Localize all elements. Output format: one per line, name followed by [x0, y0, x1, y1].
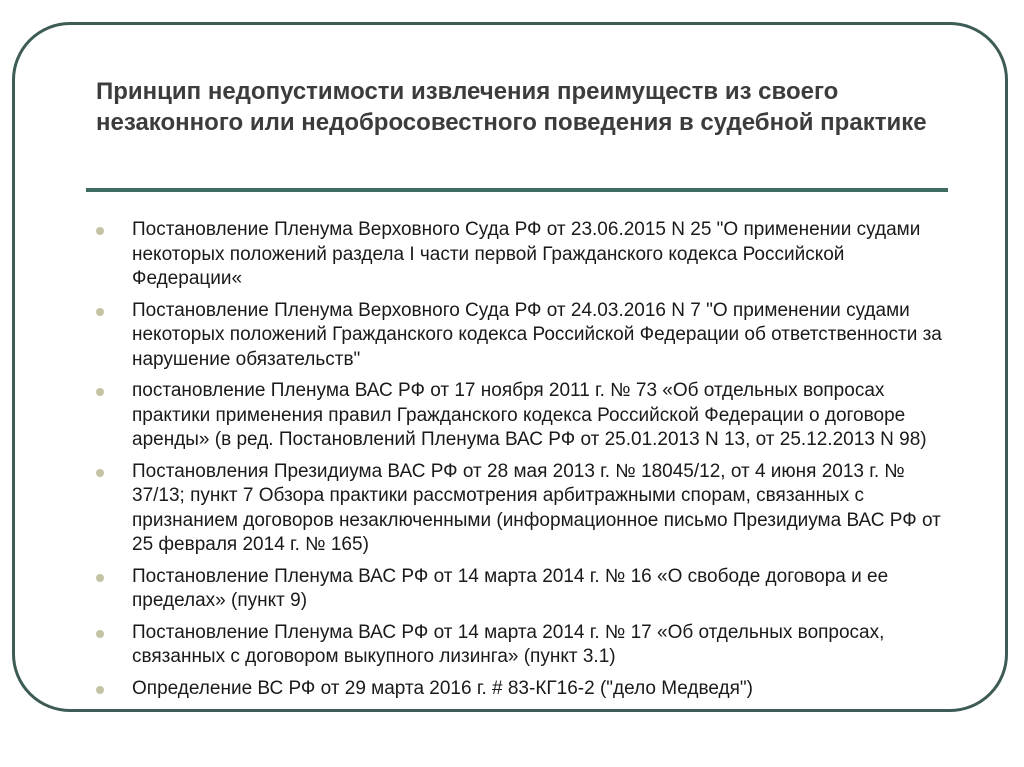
bullet-icon — [96, 469, 104, 477]
list-item — [96, 299, 956, 373]
list-item-text: Постановления Президиума ВАС РФ от 28 мая 2013 г. № 18045/12, от 4 июня 2013 г. № 37/13; пункт 7 Обзора практики рассмотрения арбитражными спорам, связанных с признанием договоров незаключенными (информационное письмо Президиума ВАС РФ от 25 февраля 2014 г. № 165) — [132, 460, 941, 555]
list-item-text: Определение ВС РФ от 29 марта 2016 г. # 83-КГ16-2 ("дело Медведя") — [132, 677, 753, 699]
bullet-icon — [96, 574, 104, 582]
bullet-icon — [96, 308, 104, 316]
list-item — [96, 621, 956, 670]
bullet-icon — [96, 686, 104, 694]
bullet-icon — [96, 227, 104, 235]
bullet-icon — [96, 388, 104, 396]
bullet-list — [96, 218, 956, 708]
bullet-icon — [96, 630, 104, 638]
title-divider — [86, 188, 948, 192]
list-item-text: Постановление Пленума ВАС РФ от 14 марта 2014 г. № 17 «Об отдельных вопросах, связанных с договором выкупного лизинга» (пункт 3.1) — [132, 621, 885, 667]
list-item-text: Постановление Пленума Верховного Суда РФ от 23.06.2015 N 25 "О применении судами некоторых положений раздела I части первой Гражданского кодекса Российской Федерации« — [132, 219, 921, 289]
list-item — [96, 677, 956, 702]
slide-title: Принцип недопустимости извлечения преимуществ из своего незаконного или недобросовестного поведения в судебной практике — [96, 78, 927, 136]
list-item — [96, 218, 956, 292]
list-item — [96, 379, 956, 453]
list-item-text: Постановление Пленума ВАС РФ от 14 марта 2014 г. № 16 «О свободе договора и ее пределах» (пункт 9) — [132, 565, 889, 611]
list-item-text: постановление Пленума ВАС РФ от 17 ноября 2011 г. № 73 «Об отдельных вопросах практики применения правил Гражданского кодекса Российской Федерации о договоре аренды» (в ред. Постановлений Пленума ВАС РФ от 25.01.2013 N 13, от 25.12.2013 N 98) — [132, 380, 927, 450]
list-item-text: Постановление Пленума Верховного Суда РФ от 24.03.2016 N 7 "О применении судами некоторых положений Гражданского кодекса Российской Федерации об ответственности за нарушение обязательств" — [132, 299, 942, 370]
list-item — [96, 565, 956, 614]
list-item — [96, 460, 956, 558]
